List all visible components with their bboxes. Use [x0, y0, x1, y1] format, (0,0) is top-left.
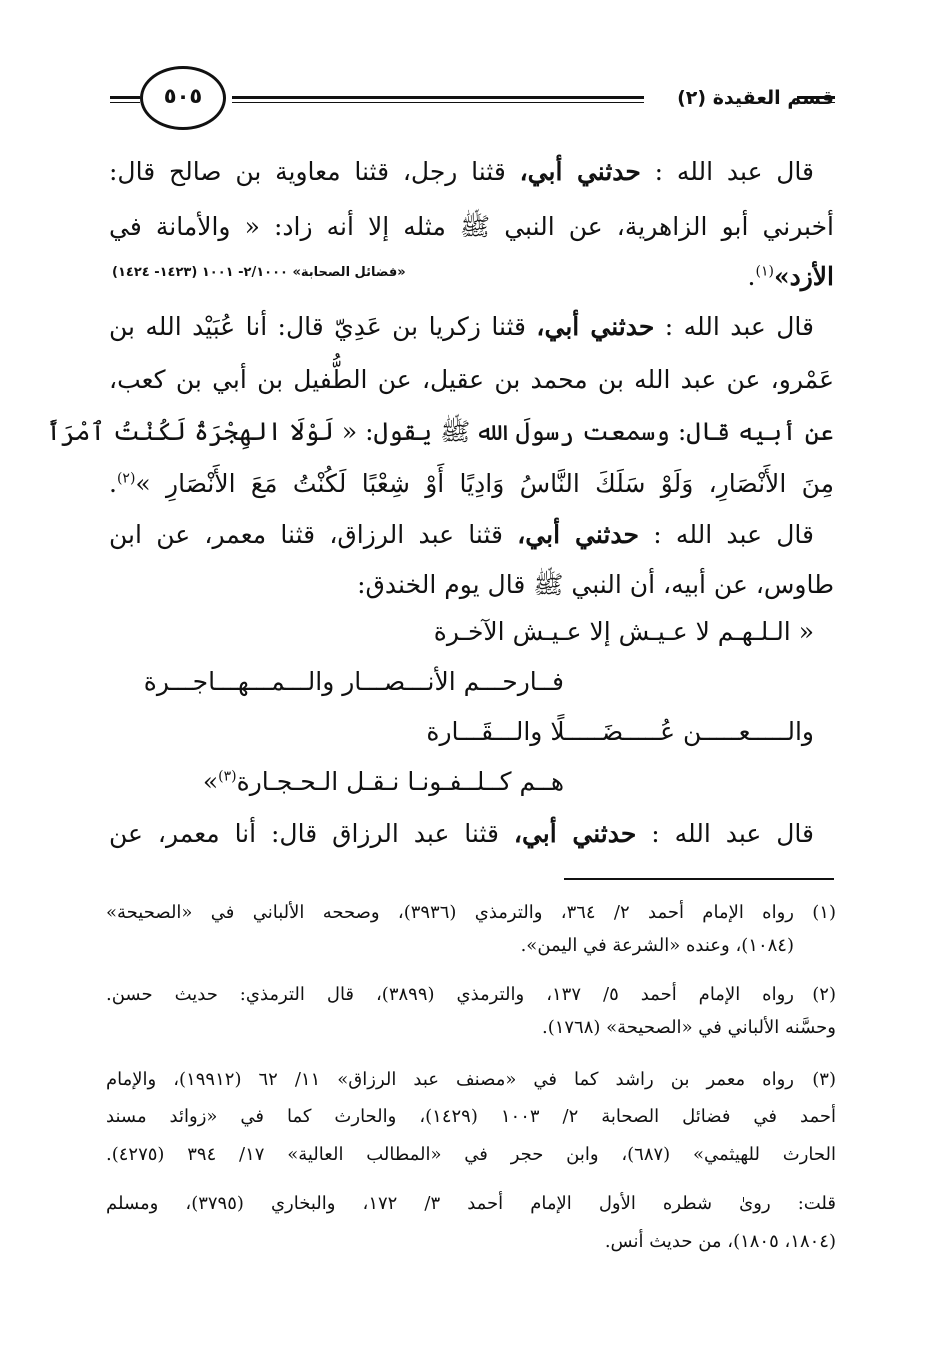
- footnote-1-number: (١): [812, 902, 836, 923]
- header-rule-right-top: [232, 96, 644, 99]
- verse-1: « الـلـهـم لا عـيـش إلا عـيـش الآخـرة: [433, 617, 814, 646]
- p3-prefix: قال عبد الله :: [653, 520, 814, 549]
- footnote-1-line-2: (١٠٨٤)، وعنده «الشرعة في اليمن».: [520, 935, 794, 956]
- p1-line-3-text: الأزد»: [773, 262, 834, 291]
- footnote-ref-2: (٢): [116, 470, 136, 487]
- verse-4-end: »: [202, 767, 219, 796]
- footnote-2-number: (٢): [812, 984, 836, 1005]
- p2-line-4-end: .: [109, 469, 117, 498]
- p2-line-4-text: مِنَ الأَنْصَارِ، وَلَوْ سَلَكَ النَّاسُ وَادِيًا أَوْ شِعْبًا لَكُنْتُ مَعَ الأَنْصَارِ »: [135, 469, 834, 498]
- p4-bold: حدثني أبي،: [513, 819, 637, 848]
- footnote-3-line-3: الحارث للهيثمي» (٦٨٧)، وابن حجر في «المطالب العالية» ١٧/ ٣٩٤ (٤٢٧٥).: [106, 1144, 836, 1165]
- p3-line-1-rest: قثنا عبد الرزاق، قثنا معمر، عن ابن: [109, 520, 503, 549]
- p1-line-3-end: .: [747, 262, 756, 291]
- footnote-ref-1: (١): [755, 263, 774, 280]
- p1-line-2: أخبرني أبو الزاهرية، عن النبي ﷺ مثله إلا أنه زاد: « والأمانة في: [109, 212, 834, 241]
- header-rule-right-bottom: [232, 102, 644, 103]
- verse-3: والـــــعـــــن عُـــــضَـــــلًا والـــقَـــارة: [426, 717, 814, 746]
- p2-line-1-rest: قثنا زكريا بن عَدِيّ قال: أنا عُبَيْد الله بن: [109, 312, 526, 341]
- verse-4-text: هــم كــلــفـونـا نـقـل الـحـجـارة: [236, 767, 564, 796]
- verse-2: فــارحـــم الأنـــصـــار والـــمـــهـــاجـــرة: [143, 667, 564, 696]
- footnote-3-line-5: (١٨٠٤، ١٨٠٥)، من حديث أنس.: [604, 1231, 836, 1252]
- source-reference: «فضائل الصحابة» ٢/١٠٠٠- ١٠٠١ (١٤٢٣- ١٤٢٤): [112, 265, 406, 280]
- p2-line-3: عن أبيه قال: وسمعت رسولَ الله ﷺ يقول: « لَوْلَا الهِجْرَةُ لَكُنْتُ ٱمْرَأً: [46, 417, 834, 446]
- p2-line-4: [109, 462, 834, 506]
- footnote-3-number: (٣): [812, 1069, 836, 1090]
- verse-4: [203, 760, 564, 804]
- p2-line-1: [109, 305, 814, 349]
- footnote-3-line-2: أحمد في فضائل الصحابة ٢/ ١٠٠٣ (١٤٢٩)، والحارث كما في «زوائد مسند: [106, 1106, 836, 1127]
- footnote-ref-3: (٣): [218, 768, 237, 785]
- p2-prefix: قال عبد الله :: [664, 312, 814, 341]
- p3-bold: حدثني أبي،: [517, 520, 639, 549]
- p4-prefix: قال عبد الله :: [651, 819, 815, 848]
- p4-line-1-rest: قثنا عبد الرزاق قال: أنا معمر، عن: [109, 819, 499, 848]
- p1-line-1-rest: قثنا رجل، قثنا معاوية بن صالح قال:: [109, 157, 506, 186]
- header-rule-left-bottom: [110, 102, 140, 103]
- footnote-3-line-1: رواه معمر بن راشد كما في «مصنف عبد الرزاق» ١١/ ٦٢ (١٩٩١٢)، والإمام: [106, 1069, 794, 1090]
- footnote-separator: [564, 878, 834, 880]
- footnote-2-line-1: رواه الإمام أحمد ٥/ ١٣٧، والترمذي (٣٨٩٩)، قال الترمذي: حديث حسن.: [106, 984, 794, 1005]
- footnote-1-line-1: رواه الإمام أحمد ٢/ ٣٦٤، والترمذي (٣٩٣٦)، وصححه الألباني في «الصحيحة»: [106, 902, 794, 923]
- section-title: قسم العقيدة (٢): [677, 87, 834, 109]
- footnote-2-line-2: وحسَّنه الألباني في «الصحيحة» (١٧٦٨).: [541, 1017, 836, 1038]
- page-number: ٥٠٥: [163, 84, 203, 108]
- p1-prefix: قال عبد الله :: [654, 157, 815, 186]
- footnote-3-line-4: قلت: روىٰ شطره الأول الإمام أحمد ٣/ ١٧٢، والبخاري (٣٧٩٥)، ومسلم: [106, 1193, 836, 1214]
- p4-line-1: [109, 812, 814, 856]
- p3-line-1: [109, 513, 814, 557]
- p2-line-2: عَمْرو، عن عبد الله بن محمد بن عقيل، عن الطُّفيل بن أبي بن كعب،: [109, 365, 834, 394]
- p2-bold: حدثني أبي،: [536, 312, 655, 341]
- p1-line-1: [109, 150, 814, 194]
- p3-line-2: طاوس، عن أبيه، أن النبي ﷺ قال يوم الخندق:: [357, 570, 834, 599]
- p1-bold: حدثني أبي،: [519, 157, 641, 186]
- header-rule-left-top: [110, 96, 140, 99]
- p1-line-3: [634, 255, 834, 299]
